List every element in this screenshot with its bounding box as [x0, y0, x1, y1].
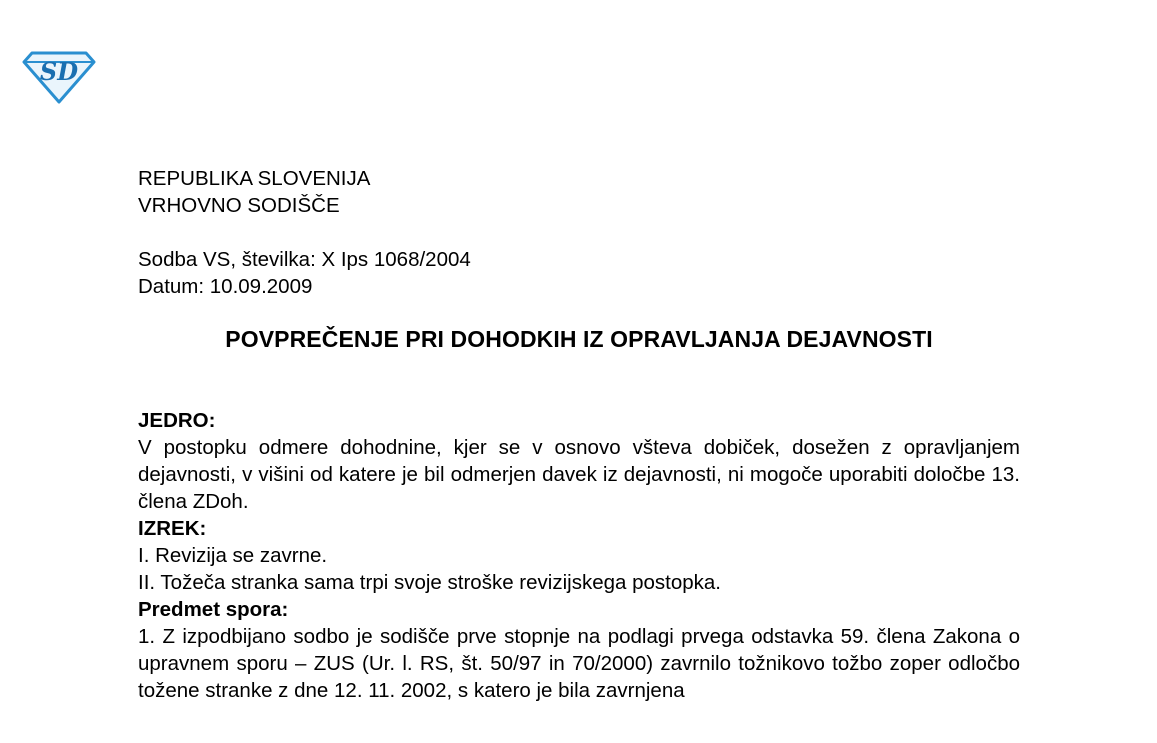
logo-monogram: SD	[39, 57, 79, 86]
izrek-heading: IZREK:	[138, 517, 207, 540]
izrek-item: II. Tožeča stranka sama trpi svoje stroške revizijskega postopka.	[138, 571, 721, 594]
decision-date: Datum: 10.09.2009	[138, 275, 313, 298]
court-logo	[22, 50, 96, 104]
republic-heading: REPUBLIKA SLOVENIJA	[138, 167, 371, 190]
document-title: POVPREČENJE PRI DOHODKIH IZ OPRAVLJANJA DEJAVNOSTI	[225, 326, 933, 352]
judgment-document	[138, 165, 1020, 704]
case-number: Sodba VS, številka: X Ips 1068/2004	[138, 248, 471, 271]
predmet-text: 1. Z izpodbijano sodbo je sodišče prve stopnje na podlagi prvega odstavka 59. člena Zakona o upravnem sporu – ZUS (Ur. l. RS, št. 50/97 in 70/2000) zavrnilo tožnikovo tožbo zoper odločbo tožene stranke z dne 12. 11. 2002, s katero je bila zavrnjena	[138, 625, 1020, 702]
izrek-item: I. Revizija se zavrne.	[138, 544, 328, 567]
court-name: VRHOVNO SODIŠČE	[138, 194, 340, 217]
jedro-text: V postopku odmere dohodnine, kjer se v osnovo všteva dobiček, dosežen z opravljanjem dejavnosti, v višini od katere je bil odmerjen davek iz dejavnosti, ni mogoče uporabiti določbe 13. člena ZDoh.	[138, 436, 1020, 513]
predmet-heading: Predmet spora:	[138, 598, 289, 621]
jedro-heading: JEDRO:	[138, 409, 216, 432]
